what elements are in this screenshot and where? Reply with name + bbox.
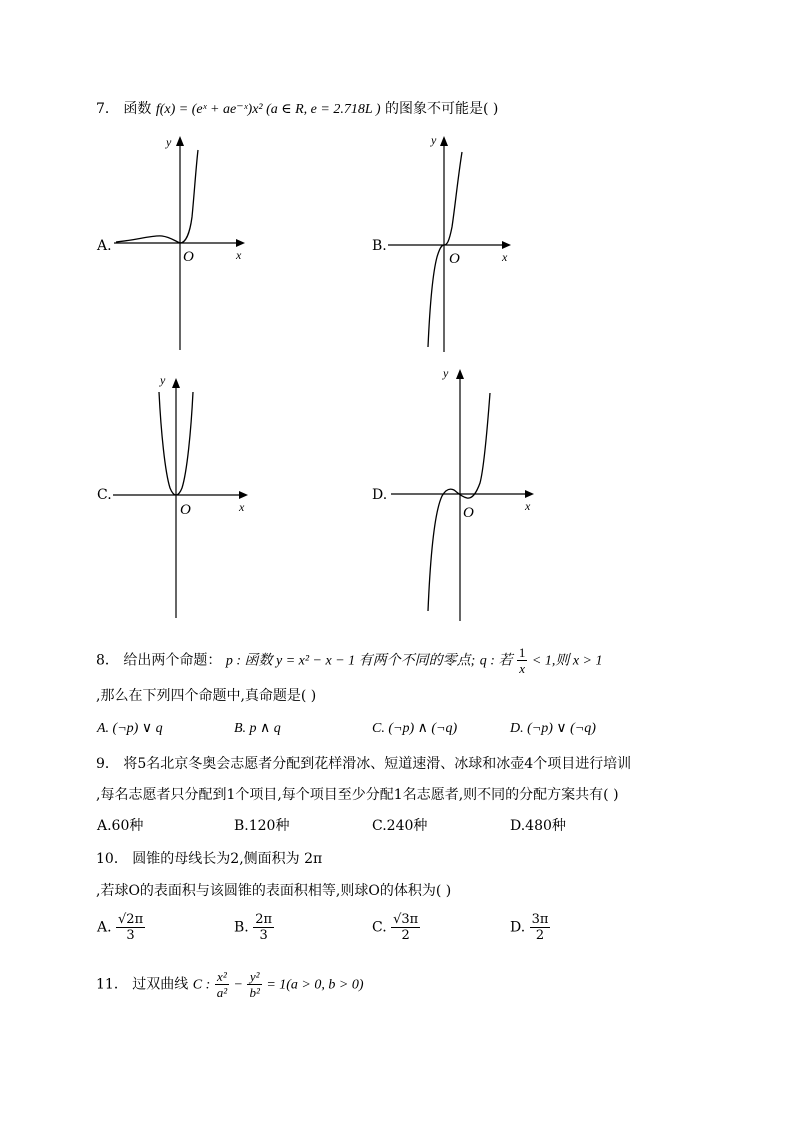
q8-stem-line2: ,那么在下列四个命题中,真命题是( ) <box>96 688 317 704</box>
graph-c-label: C. <box>97 487 112 503</box>
q10-option-b-num: 2π <box>255 912 273 927</box>
q7-prefix: 函数 <box>123 101 152 117</box>
q9-option-a[interactable]: A.60种 <box>97 818 144 834</box>
q11-fraction-x-num: x² <box>215 969 229 985</box>
graph-b-x-label: x <box>502 250 508 264</box>
q10-option-b-label: B. <box>234 919 249 936</box>
q7-formula: f(x) = (eˣ + ae⁻ˣ)x² (a ∈ R, e = 2.718L ) <box>155 102 381 117</box>
q10-option-d-den: 2 <box>535 928 545 943</box>
q9-stem-line2: ,每名志愿者只分配到1个项目,每个项目至少分配1名志愿者,则不同的分配方案共有( ) <box>96 787 619 803</box>
graph-b <box>385 132 525 354</box>
graph-c-y-arrow <box>172 378 180 388</box>
q8-stem-line1 <box>96 645 602 676</box>
q9-text-line1: 将5名北京冬奥会志愿者分配到花样滑冰、短道速滑、冰球和冰壶4个项目进行培训 <box>123 756 632 772</box>
graph-c-x-arrow <box>239 491 248 499</box>
q11-equation-tail: = 1(a > 0, b > 0) <box>266 977 364 993</box>
graph-d-y-label: y <box>443 366 449 380</box>
graph-b-label: B. <box>372 238 387 254</box>
q10-option-d[interactable] <box>510 912 550 943</box>
q11-fraction-y-num: y² <box>247 969 261 985</box>
q10-option-c-num: √3π <box>393 912 419 927</box>
q8-fraction-num: 1 <box>518 645 526 660</box>
graph-a-origin-label: O <box>183 249 194 265</box>
graph-c-x-label: x <box>239 500 245 514</box>
q8-option-b[interactable]: B. p ∧ q <box>234 721 281 736</box>
q8-number: 8． <box>96 652 119 669</box>
q8-option-d[interactable]: D. (¬p) ∨ (¬q) <box>510 721 596 736</box>
q7-stem <box>96 100 498 119</box>
graph-a-y-arrow <box>176 136 184 146</box>
q7-suffix: 的图象不可能是( ) <box>385 101 499 117</box>
graph-a-x-arrow <box>236 239 245 247</box>
graph-d <box>388 363 543 625</box>
graph-b-y-label: y <box>431 133 437 147</box>
q10-option-c-label: C. <box>372 919 387 936</box>
graph-d-label: D. <box>372 487 388 503</box>
q10-option-c-den: 2 <box>401 928 410 943</box>
graph-d-x-label: x <box>525 499 531 513</box>
q8-proposition-p: p : 函数 y = x² − x − 1 有两个不同的零点; <box>225 653 476 669</box>
graph-b-x-arrow <box>502 241 511 249</box>
q9-number: 9． <box>96 756 119 772</box>
graph-a-y-label: y <box>166 135 172 149</box>
q8-proposition-q-start: q : 若 <box>479 653 513 669</box>
q8-option-c[interactable]: C. (¬p) ∧ (¬q) <box>372 721 458 736</box>
q10-option-b-den: 3 <box>259 928 268 943</box>
graph-c <box>110 372 260 622</box>
q11-fraction-y-den: b² <box>249 985 260 1000</box>
graph-a-label: A. <box>97 238 112 254</box>
q10-option-c[interactable] <box>372 912 420 943</box>
q10-option-d-num: 3π <box>531 912 549 927</box>
q10-option-b[interactable] <box>234 912 274 943</box>
graph-b-y-arrow <box>440 136 448 146</box>
q10-option-c-fraction <box>391 912 420 943</box>
q11-fraction-x <box>215 969 229 1000</box>
q10-option-a-den: 3 <box>126 928 135 943</box>
q8-intro: 给出两个命题： <box>123 652 222 669</box>
q11-number: 11． <box>96 976 128 993</box>
graph-c-origin-label: O <box>180 502 191 518</box>
graph-d-curve <box>428 393 490 611</box>
graph-d-x-arrow <box>525 490 534 498</box>
q10-option-b-fraction <box>253 912 274 943</box>
q9-option-d[interactable]: D.480种 <box>510 818 566 834</box>
q10-option-a-fraction <box>116 912 145 943</box>
q8-fraction-den: x <box>519 661 526 676</box>
q10-number: 10． <box>96 851 128 867</box>
q11-fraction-y <box>247 969 261 1000</box>
q10-option-d-label: D. <box>510 919 526 936</box>
graph-a-curve <box>116 150 198 243</box>
q10-option-a-num: √2π <box>118 912 144 927</box>
q10-option-a[interactable] <box>97 912 145 943</box>
graph-c-y-label: y <box>160 373 166 387</box>
q10-option-a-label: A. <box>97 919 112 936</box>
q10-text-line1: 圆锥的母线长为2,侧面积为 2π <box>132 851 323 867</box>
q10-stem-line1 <box>96 850 322 868</box>
q11-prefix: 过双曲线 <box>132 976 189 993</box>
graph-b-origin-label: O <box>449 251 460 267</box>
graph-a <box>112 132 252 354</box>
q11-minus: − <box>233 977 243 993</box>
q8-fraction <box>517 645 528 676</box>
q7-number: 7． <box>96 101 119 117</box>
graph-a-x-label: x <box>236 248 242 262</box>
q11-curve-label: C : <box>192 977 211 993</box>
q10-stem-line2: ,若球O的表面积与该圆锥的表面积相等,则球O的体积为( ) <box>96 883 452 899</box>
q8-proposition-q-end: < 1,则 x > 1 <box>531 653 603 669</box>
q9-option-c[interactable]: C.240种 <box>372 818 428 834</box>
q8-option-a[interactable]: A. (¬p) ∨ q <box>97 721 163 736</box>
q10-option-d-fraction <box>530 912 551 943</box>
graph-d-origin-label: O <box>463 505 474 521</box>
q9-option-b[interactable]: B.120种 <box>234 818 290 834</box>
graph-b-curve <box>428 152 462 347</box>
graph-d-y-arrow <box>456 369 464 379</box>
q11-fraction-x-den: a² <box>216 985 228 1000</box>
q9-stem-line1 <box>96 755 631 773</box>
q11-stem <box>96 969 363 1000</box>
